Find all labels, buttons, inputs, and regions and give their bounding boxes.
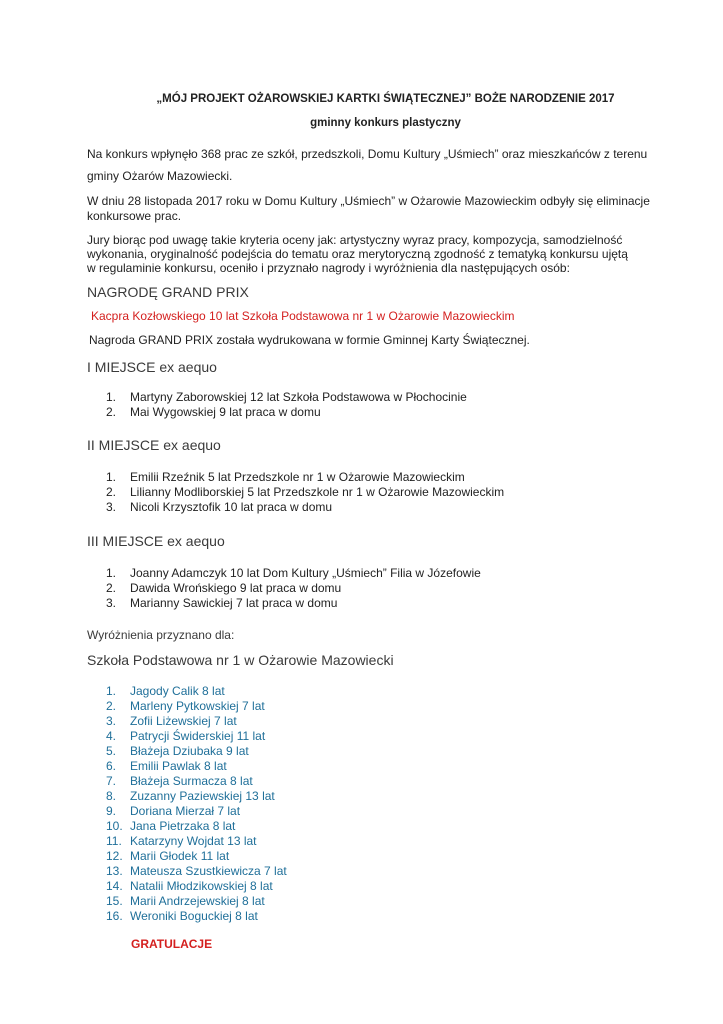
list-item: 3. Nicoli Krzysztofik 10 lat praca w domu bbox=[106, 500, 333, 514]
list-item: 1. Martyny Zaborowskiej 12 lat Szkoła Podstawowa w Płochocinie bbox=[106, 390, 467, 404]
second-place-heading: II MIEJSCE ex aequo bbox=[87, 437, 221, 453]
list-item: 8. Zuzanny Paziewskiej 13 lat bbox=[106, 789, 275, 803]
list-item: 10. Jana Pietrzaka 8 lat bbox=[106, 819, 236, 833]
list-item: 3. Zofii Liżewskiej 7 lat bbox=[106, 714, 237, 728]
list-item: 3. Marianny Sawickiej 7 lat praca w domu bbox=[106, 596, 338, 610]
list-item: 6. Emilii Pawlak 8 lat bbox=[106, 759, 227, 773]
list-item: 5. Błażeja Dziubaka 9 lat bbox=[106, 744, 249, 758]
document-subtitle: gminny konkurs plastyczny bbox=[310, 117, 461, 129]
intro-paragraph-1-line-2: gminy Ożarów Mazowiecki. bbox=[87, 169, 233, 183]
intro-paragraph-2-line-1: W dniu 28 listopada 2017 roku w Domu Kultury „Uśmiech” w Ożarowie Mazowieckim odbyły się eliminacje bbox=[87, 194, 650, 208]
list-item: 2. Dawida Wrońskiego 9 lat praca w domu bbox=[106, 581, 342, 595]
third-place-heading: III MIEJSCE ex aequo bbox=[87, 533, 225, 549]
list-item: 11. Katarzyny Wojdat 13 lat bbox=[106, 834, 257, 848]
list-item: 9. Doriana Mierzał 7 lat bbox=[106, 804, 241, 818]
list-item: 1. Jagody Calik 8 lat bbox=[106, 684, 225, 698]
second-place-list bbox=[106, 470, 504, 515]
congratulations: GRATULACJE bbox=[131, 937, 213, 951]
list-item: 7. Błażeja Surmacza 8 lat bbox=[106, 774, 253, 788]
list-item: 1. Joanny Adamczyk 10 lat Dom Kultury „Uśmiech” Filia w Józefowie bbox=[106, 566, 481, 580]
third-place-list bbox=[106, 566, 481, 611]
list-item: 13. Mateusza Szustkiewicza 7 lat bbox=[106, 864, 287, 878]
list-item: 4. Patrycji Świderskiej 11 lat bbox=[106, 729, 266, 743]
intro-paragraph-1-line-1: Na konkurs wpłynęło 368 prac ze szkół, przedszkoli, Domu Kultury „Uśmiech” oraz mieszkańców z terenu bbox=[87, 147, 648, 161]
list-item: 15. Marii Andrzejewskiej 8 lat bbox=[106, 894, 265, 908]
intro-paragraph-2-line-2: konkursowe prac. bbox=[87, 209, 182, 223]
list-item: 12. Marii Głodek 11 lat bbox=[106, 849, 230, 863]
document-title: „MÓJ PROJEKT OŻAROWSKIEJ KARTKI ŚWIĄTECZNEJ” BOŻE NARODZENIE 2017 bbox=[156, 93, 615, 105]
first-place-list bbox=[106, 390, 467, 420]
list-item: 1. Emilii Rzeźnik 5 lat Przedszkole nr 1 w Ożarowie Mazowieckim bbox=[106, 470, 465, 484]
intro-paragraph-3-line-2: wykonania, oryginalność podejścia do tematu oraz merytoryczną zgodność z tematyką konkursu ujętą bbox=[87, 247, 628, 261]
distinctions-intro: Wyróżnienia przyznano dla: bbox=[87, 628, 235, 642]
grand-prix-winner: Kacpra Kozłowskiego 10 lat Szkoła Podstawowa nr 1 w Ożarowie Mazowieckim bbox=[91, 309, 515, 323]
distinctions-list bbox=[106, 684, 287, 924]
first-place-heading: I MIEJSCE ex aequo bbox=[87, 359, 217, 375]
list-item: 2. Lilianny Modliborskiej 5 lat Przedszkole nr 1 w Ożarowie Mazowieckim bbox=[106, 485, 505, 499]
list-item: 2. Marleny Pytkowskiej 7 lat bbox=[106, 699, 265, 713]
grand-prix-note: Nagroda GRAND PRIX została wydrukowana w formie Gminnej Karty Świątecznej. bbox=[89, 333, 530, 347]
list-item: 16. Weroniki Boguckiej 8 lat bbox=[106, 909, 258, 923]
grand-prix-heading: NAGRODĘ GRAND PRIX bbox=[87, 284, 249, 300]
distinctions-school: Szkoła Podstawowa nr 1 w Ożarowie Mazowiecki bbox=[87, 652, 394, 668]
list-item: 14. Natalii Młodzikowskiej 8 lat bbox=[106, 879, 273, 893]
intro-paragraph-3-line-1: Jury biorąc pod uwagę takie kryteria oceny jak: artystyczny wyraz pracy, kompozycja, samodzielność bbox=[87, 233, 623, 247]
intro-paragraph-3-line-3: w regulaminie konkursu, oceniło i przyznało nagrody i wyróżnienia dla następujących osób: bbox=[87, 261, 570, 275]
list-item: 2. Mai Wygowskiej 9 lat praca w domu bbox=[106, 405, 321, 419]
